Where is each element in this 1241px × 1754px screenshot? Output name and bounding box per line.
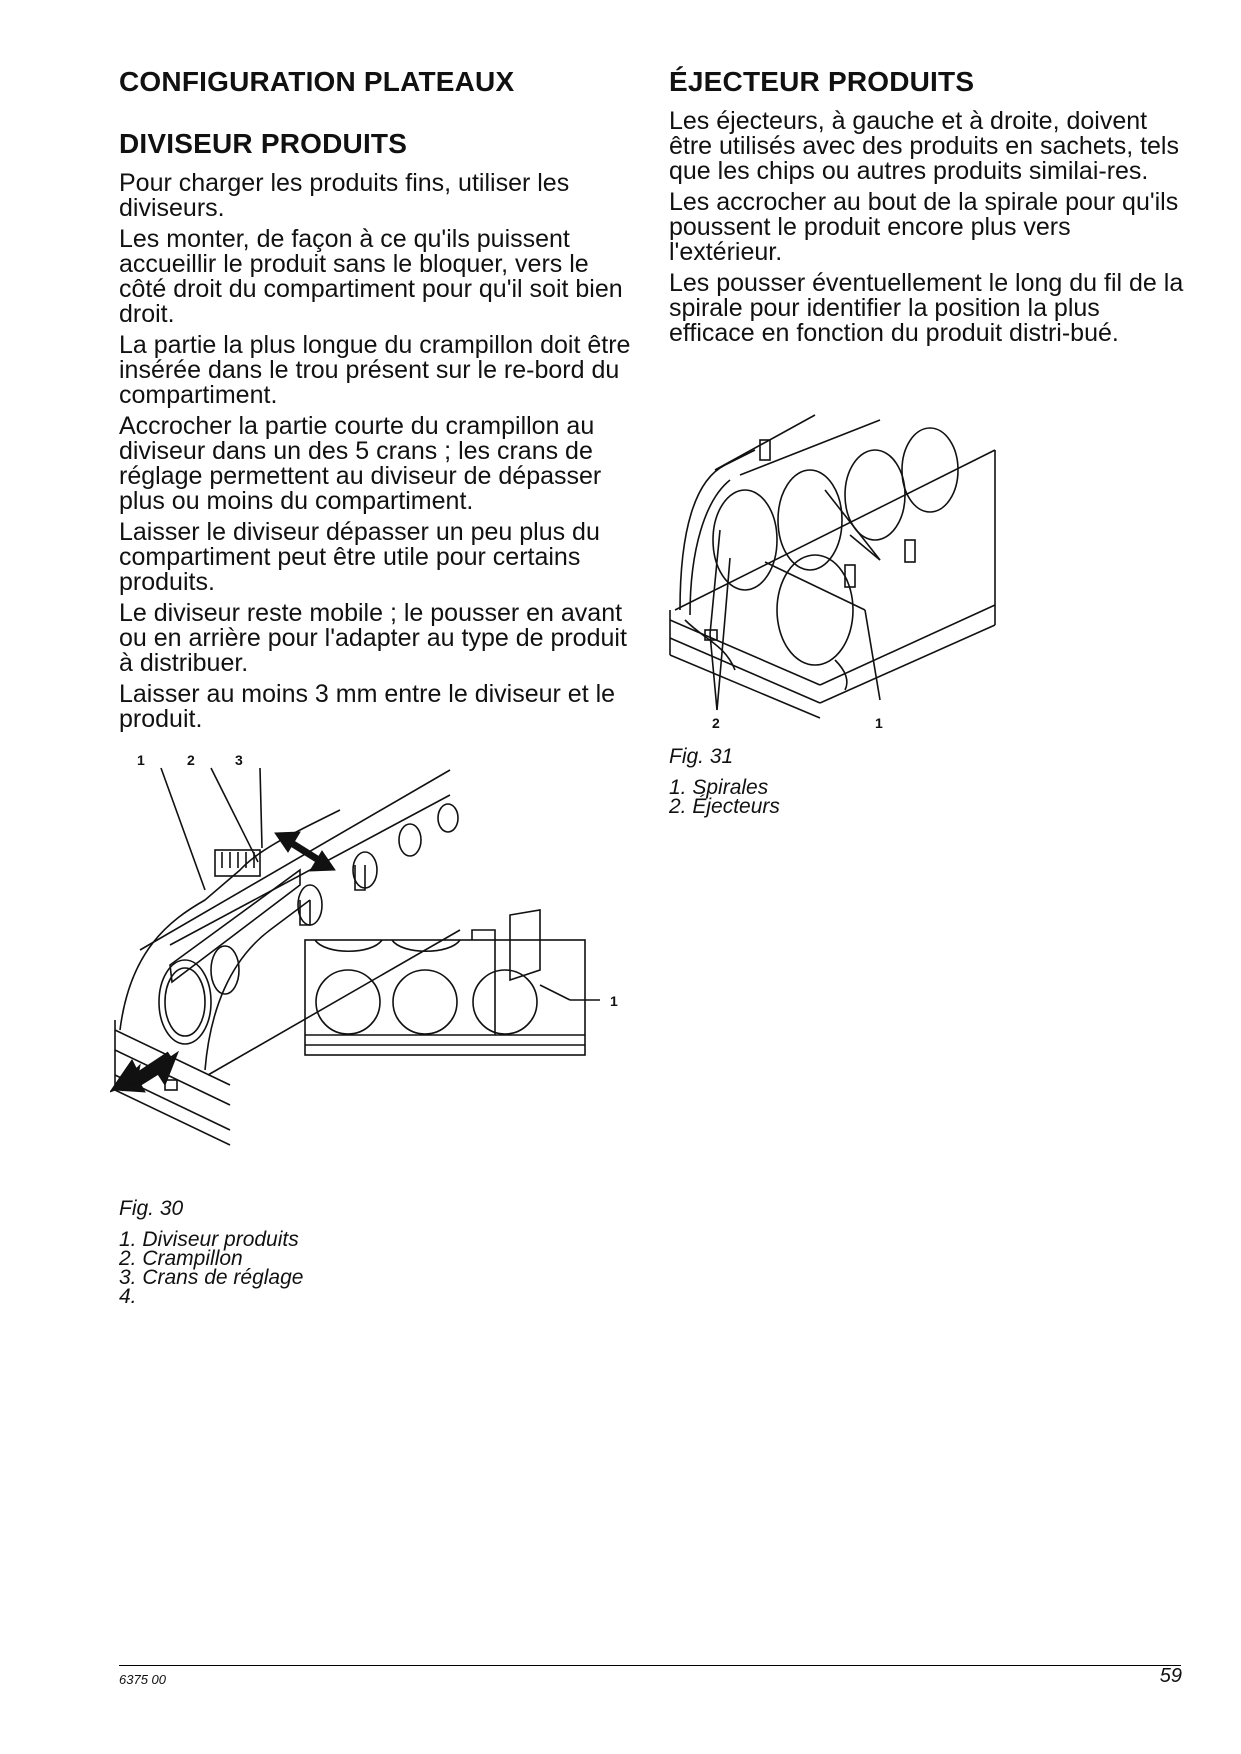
legend-item: 4. — [119, 1285, 137, 1308]
callout-1: 1 — [137, 752, 145, 768]
paragraph: Accrocher la partie courte du crampillon au diviseur dans un des 5 crans ; les crans de réglage permettent au diviseur de dépasser plus ou moins du compartiment. — [119, 412, 602, 515]
callout-2: 2 — [187, 752, 195, 768]
diviseur-text — [119, 171, 639, 738]
legend-item: 1. Spirales — [669, 776, 769, 799]
paragraph: Les accrocher au bout de la spirale pour qu'ils poussent le produit encore plus vers l'extérieur. — [669, 188, 1179, 266]
page-number: 59 — [1159, 1665, 1182, 1687]
legend-item: 1. Diviseur produits — [119, 1228, 299, 1251]
paragraph: Les monter, de façon à ce qu'ils puissent accueillir le produit sans le bloquer, vers le côté droit du compartiment pour qu'il soit bien droit. — [119, 225, 623, 328]
figure-caption: Fig. 31 — [669, 745, 734, 768]
callout-1: 1 — [875, 715, 883, 731]
paragraph: Laisser le diviseur dépasser un peu plus du compartiment peut être utile pour certains produits. — [119, 518, 600, 596]
paragraph: Laisser au moins 3 mm entre le diviseur et le produit. — [119, 680, 616, 733]
figure-caption: Fig. 30 — [119, 1197, 184, 1220]
legend-item: 2. Éjecteurs — [669, 795, 780, 818]
section-heading-ejecteur: ÉJECTEUR PRODUITS — [669, 66, 975, 97]
paragraph: Les pousser éventuellement le long du fil de la spirale pour identifier la position la plus efficace en fonction du produit distri-bué. — [669, 269, 1184, 347]
figure-31-diagram — [665, 410, 1005, 740]
section-heading-diviseur: DIVISEUR PRODUITS — [119, 128, 408, 159]
figure-31-caption-block — [669, 746, 1069, 816]
paragraph: Les éjecteurs, à gauche et à droite, doivent être utilisés avec des produits en sachets, tels que les chips ou autres produits similai-res. — [669, 107, 1179, 185]
callout-2: 2 — [712, 715, 720, 731]
paragraph: Le diviseur reste mobile ; le pousser en avant ou en arrière pour l'adapter au type de produit à distribuer. — [119, 599, 627, 677]
ejecteur-text — [669, 109, 1189, 352]
figure-30-diagram — [110, 740, 640, 1210]
figure-30-caption-block — [119, 1198, 519, 1306]
section-heading-configuration: CONFIGURATION PLATEAUX — [119, 66, 515, 97]
paragraph: La partie la plus longue du crampillon doit être insérée dans le trou présent sur le re-bord du compartiment. — [119, 331, 631, 409]
document-code: 6375 00 — [119, 1672, 166, 1687]
callout-3: 3 — [235, 752, 243, 768]
inset-drawing — [305, 910, 600, 1055]
legend-item: 3. Crans de réglage — [119, 1266, 304, 1289]
legend-item: 2. Crampillon — [119, 1247, 243, 1270]
paragraph: Pour charger les produits fins, utiliser les diviseurs. — [119, 169, 570, 222]
footer-divider — [119, 1665, 1181, 1666]
inset-callout-1: 1 — [610, 993, 618, 1009]
